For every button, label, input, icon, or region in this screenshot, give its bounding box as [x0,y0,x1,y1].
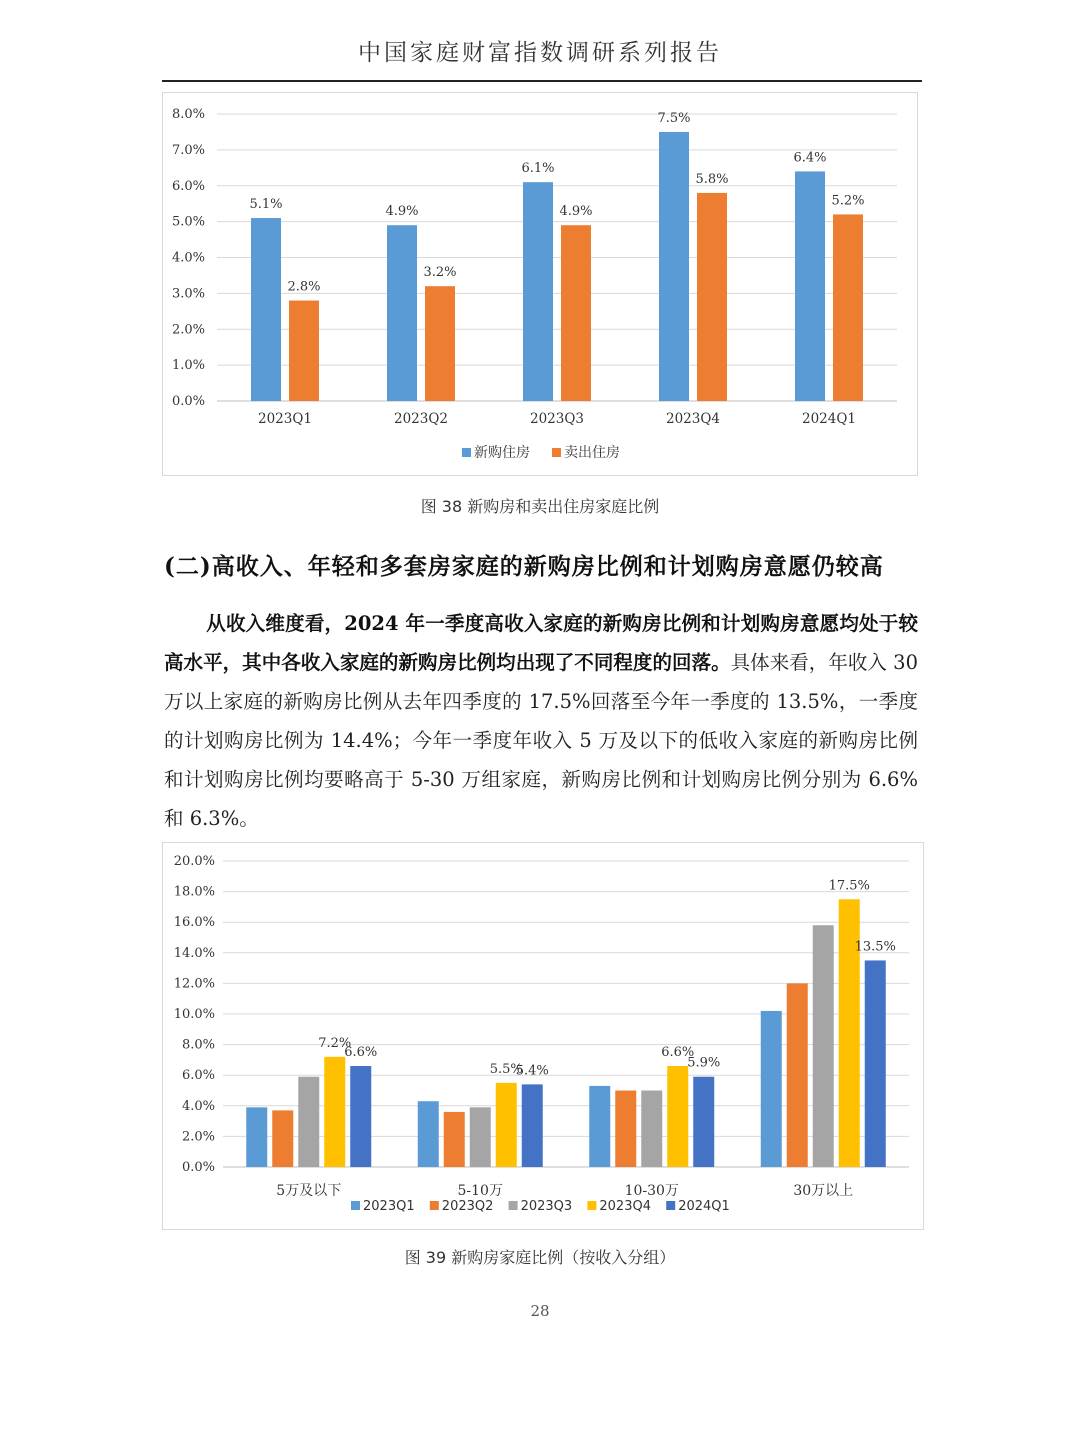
bar-卖出住房-2024Q1 [833,214,863,401]
y-tick-label: 12.0% [173,976,215,992]
y-tick-label: 2.0% [171,322,205,338]
bar-卖出住房-2023Q3 [561,225,591,401]
bar-卖出住房-2023Q1 [289,301,319,401]
legend-swatch [462,448,471,457]
data-label: 4.9% [559,204,593,220]
x-category-label: 2023Q4 [665,411,721,427]
bar-新购住房-2024Q1 [795,171,825,401]
bar-卖出住房-2023Q2 [425,286,455,401]
legend-label: 2023Q4 [599,1199,651,1214]
x-category-label: 2023Q1 [257,411,313,427]
y-tick-label: 4.0% [181,1098,215,1114]
paragraph-normal-part: 具体来看，年收入 30 万以上家庭的新购房比例从去年四季度的 17.5%回落至今年一季度的 13.5%，一季度的计划购房比例为 14.4%；今年一季度年收入 5 万及以下的低收入家庭的新购房比例和计划购房比例均要略高于 5-30 万组家庭，新购房比例和计划购房比例分别为 6.6%和 6.3%。 [164,651,918,830]
legend-swatch [430,1201,439,1210]
data-label: 6.6% [661,1045,695,1061]
data-label: 5.4% [515,1063,549,1079]
y-tick-label: 8.0% [181,1037,215,1053]
bar-2023Q3-10-30万 [641,1091,662,1168]
chart-39-frame [162,842,924,1230]
bar-新购住房-2023Q4 [659,132,689,401]
bar-2023Q2-5万及以下 [272,1110,293,1167]
header-rule [162,80,922,82]
bar-2023Q4-5万及以下 [324,1057,345,1167]
x-category-label: 2023Q3 [529,411,585,427]
chart-39-svg [163,843,923,1229]
legend-swatch [351,1201,360,1210]
bar-2024Q1-5-10万 [522,1084,543,1167]
data-label: 17.5% [828,878,870,894]
y-tick-label: 1.0% [171,358,205,374]
y-tick-label: 0.0% [181,1160,215,1175]
legend-label: 新购住房 [474,445,530,461]
y-tick-label: 4.0% [171,250,205,266]
y-tick-label: 6.0% [181,1068,215,1084]
data-label: 7.5% [657,110,691,126]
y-tick-label: 18.0% [173,884,215,900]
bar-2024Q1-30万以上 [865,960,886,1167]
bar-2023Q1-30万以上 [761,1011,782,1167]
section-heading: (二)高收入、年轻和多套房家庭的新购房比例和计划购房意愿仍较高 [164,553,884,580]
legend-swatch [587,1201,596,1210]
data-label: 6.6% [344,1045,378,1061]
legend-label: 2023Q2 [441,1199,494,1214]
legend-swatch [509,1201,518,1210]
y-tick-label: 20.0% [173,854,215,869]
bar-2024Q1-5万及以下 [350,1066,371,1167]
data-label: 5.2% [831,193,865,209]
paragraph-bold-part: 从收入维度看，2024 年一季度高收入家庭的新购房比例和计划购房意愿均处于较高水平，其中各收入家庭的新购房比例均出现了不同程度的回落。 [164,612,918,674]
x-category-label: 30万以上 [793,1183,854,1199]
bar-2023Q3-30万以上 [813,925,834,1167]
y-tick-label: 7.0% [171,142,205,158]
x-category-label: 5万及以下 [276,1183,342,1199]
legend-swatch [666,1201,675,1210]
data-label: 5.8% [695,171,729,187]
bar-2023Q2-10-30万 [615,1091,636,1168]
y-tick-label: 5.0% [171,214,205,230]
bar-2023Q2-5-10万 [444,1112,465,1167]
data-label: 3.2% [423,265,457,281]
y-tick-label: 10.0% [173,1007,215,1022]
data-label: 5.5% [489,1061,523,1077]
bar-新购住房-2023Q3 [523,182,553,401]
data-label: 6.4% [793,150,827,166]
bar-2023Q1-10-30万 [589,1086,610,1167]
y-tick-label: 16.0% [173,915,215,931]
x-category-label: 2024Q1 [801,411,857,427]
data-label: 4.9% [385,204,419,220]
x-category-label: 2023Q2 [393,411,449,427]
bar-2023Q3-5万及以下 [298,1077,319,1167]
data-label: 6.1% [521,161,555,177]
data-label: 5.9% [687,1055,721,1071]
y-tick-label: 6.0% [171,178,205,194]
bar-2023Q4-5-10万 [496,1083,517,1167]
legend-label: 2023Q3 [520,1199,573,1214]
bar-卖出住房-2023Q4 [697,193,727,401]
y-tick-label: 8.0% [171,107,205,122]
bar-2023Q4-10-30万 [667,1066,688,1167]
bar-新购住房-2023Q1 [251,218,281,401]
data-label: 2.8% [287,279,321,295]
page-number: 28 [530,1302,550,1320]
legend-label: 卖出住房 [564,445,620,461]
y-tick-label: 3.0% [171,286,205,302]
x-category-label: 10-30万 [624,1183,679,1199]
legend-label: 2023Q1 [363,1199,415,1214]
y-tick-label: 0.0% [171,394,205,409]
data-label: 13.5% [854,939,896,955]
bar-2023Q2-30万以上 [787,983,808,1167]
bar-2023Q1-5万及以下 [246,1107,267,1167]
legend-label: 2024Q1 [678,1199,730,1214]
data-label: 7.2% [318,1035,352,1051]
chart-38-caption: 图 38 新购房和卖出住房家庭比例 [420,497,660,516]
bar-2024Q1-10-30万 [693,1077,714,1167]
bar-新购住房-2023Q2 [387,225,417,401]
chart-38-svg [163,93,917,475]
y-tick-label: 14.0% [173,945,215,961]
bar-2023Q1-5-10万 [418,1101,439,1167]
report-header-title: 中国家庭财富指数调研系列报告 [358,40,722,66]
x-category-label: 5-10万 [457,1183,503,1199]
y-tick-label: 2.0% [181,1129,215,1145]
body-paragraph [164,604,918,838]
data-label: 5.1% [249,197,283,213]
legend-swatch [552,448,561,457]
chart-39-caption: 图 39 新购房家庭比例（按收入分组） [404,1248,676,1267]
chart-38-frame [162,92,918,476]
bar-2023Q3-5-10万 [470,1107,491,1167]
